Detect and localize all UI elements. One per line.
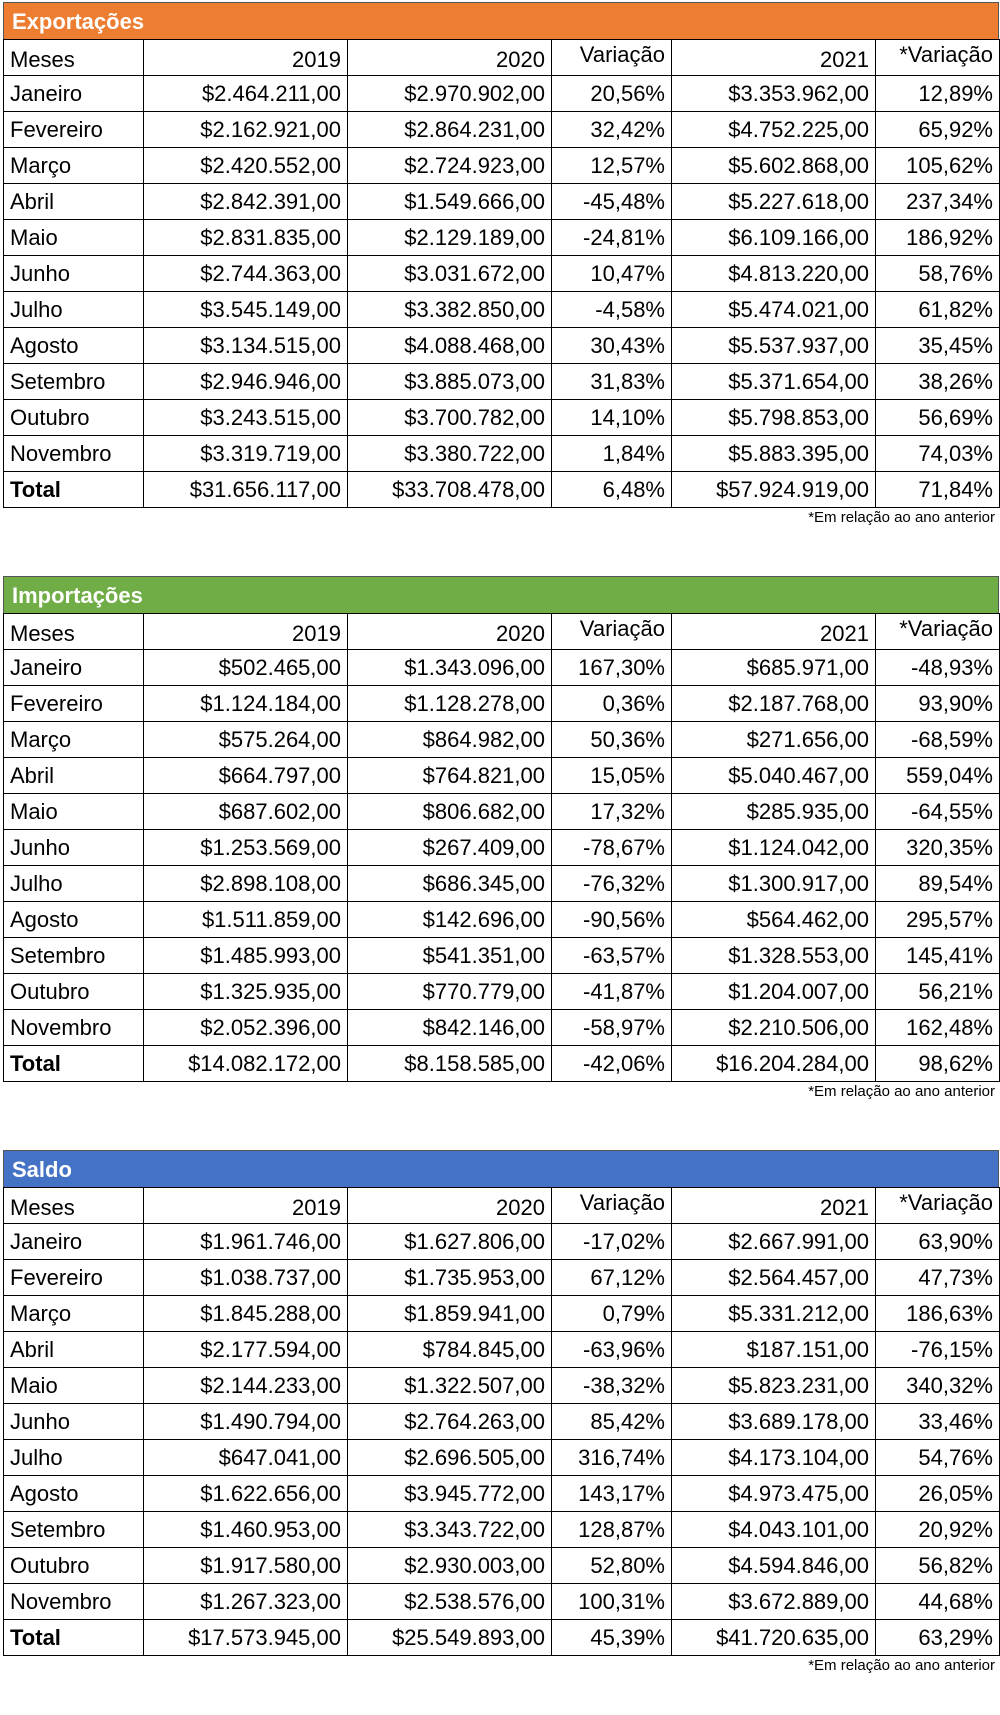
value-cell: 33,46%	[876, 1404, 1000, 1440]
value-cell: $1.627.806,00	[348, 1224, 552, 1260]
value-cell: -38,32%	[552, 1368, 672, 1404]
value-cell: 45,39%	[552, 1620, 672, 1656]
column-header: Variação	[552, 40, 672, 76]
value-cell: $1.253.569,00	[144, 830, 348, 866]
value-cell: 74,03%	[876, 436, 1000, 472]
value-cell: -17,02%	[552, 1224, 672, 1260]
column-header: Variação	[552, 1188, 672, 1224]
value-cell: 56,21%	[876, 974, 1000, 1010]
value-cell: $2.744.363,00	[144, 256, 348, 292]
month-cell: Junho	[4, 830, 144, 866]
value-cell: $16.204.284,00	[672, 1046, 876, 1082]
month-cell: Abril	[4, 184, 144, 220]
value-cell: 30,43%	[552, 328, 672, 364]
value-cell: 31,83%	[552, 364, 672, 400]
value-cell: 316,74%	[552, 1440, 672, 1476]
value-cell: $4.173.104,00	[672, 1440, 876, 1476]
column-header: 2020	[348, 40, 552, 76]
value-cell: 47,73%	[876, 1260, 1000, 1296]
month-cell: Julho	[4, 866, 144, 902]
month-cell: Maio	[4, 794, 144, 830]
value-cell: $2.177.594,00	[144, 1332, 348, 1368]
value-cell: $5.474.021,00	[672, 292, 876, 328]
value-cell: $5.823.231,00	[672, 1368, 876, 1404]
column-header: Meses	[4, 1188, 144, 1224]
value-cell: -58,97%	[552, 1010, 672, 1046]
table-row	[4, 1404, 1000, 1440]
exportacoes-table	[3, 39, 1000, 508]
month-cell: Junho	[4, 256, 144, 292]
table-row	[4, 184, 1000, 220]
table-row	[4, 902, 1000, 938]
table-row	[4, 830, 1000, 866]
table-header-row	[4, 40, 1000, 76]
saldo-section	[3, 1150, 999, 1678]
value-cell: $1.124.042,00	[672, 830, 876, 866]
value-cell: $647.041,00	[144, 1440, 348, 1476]
column-header: *Variação	[876, 1188, 1000, 1224]
month-cell: Março	[4, 722, 144, 758]
value-cell: 0,36%	[552, 686, 672, 722]
value-cell: $3.545.149,00	[144, 292, 348, 328]
table-row	[4, 1332, 1000, 1368]
value-cell: 105,62%	[876, 148, 1000, 184]
value-cell: 10,47%	[552, 256, 672, 292]
table-row	[4, 1440, 1000, 1476]
value-cell: $1.343.096,00	[348, 650, 552, 686]
table-row	[4, 794, 1000, 830]
value-cell: $2.420.552,00	[144, 148, 348, 184]
value-cell: $1.038.737,00	[144, 1260, 348, 1296]
value-cell: 1,84%	[552, 436, 672, 472]
month-cell: Outubro	[4, 400, 144, 436]
value-cell: 67,12%	[552, 1260, 672, 1296]
value-cell: -24,81%	[552, 220, 672, 256]
value-cell: -48,93%	[876, 650, 1000, 686]
value-cell: 63,29%	[876, 1620, 1000, 1656]
month-cell: Agosto	[4, 1476, 144, 1512]
value-cell: $864.982,00	[348, 722, 552, 758]
footnote: *Em relação ao ano anterior	[808, 1657, 995, 1674]
value-cell: $3.672.889,00	[672, 1584, 876, 1620]
total-row	[4, 1620, 1000, 1656]
value-cell: $4.752.225,00	[672, 112, 876, 148]
value-cell: $564.462,00	[672, 902, 876, 938]
value-cell: 20,56%	[552, 76, 672, 112]
value-cell: 6,48%	[552, 472, 672, 508]
value-cell: 56,82%	[876, 1548, 1000, 1584]
value-cell: $806.682,00	[348, 794, 552, 830]
importacoes-title: Importações	[3, 576, 999, 613]
value-cell: $1.549.666,00	[348, 184, 552, 220]
value-cell: 12,57%	[552, 148, 672, 184]
value-cell: 52,80%	[552, 1548, 672, 1584]
value-cell: $4.973.475,00	[672, 1476, 876, 1512]
month-cell: Fevereiro	[4, 686, 144, 722]
value-cell: $3.319.719,00	[144, 436, 348, 472]
value-cell: $2.162.921,00	[144, 112, 348, 148]
month-cell: Fevereiro	[4, 1260, 144, 1296]
table-row	[4, 1010, 1000, 1046]
value-cell: $2.930.003,00	[348, 1548, 552, 1584]
value-cell: $1.124.184,00	[144, 686, 348, 722]
value-cell: $31.656.117,00	[144, 472, 348, 508]
value-cell: $33.708.478,00	[348, 472, 552, 508]
value-cell: $142.696,00	[348, 902, 552, 938]
table-row	[4, 328, 1000, 364]
value-cell: $3.382.850,00	[348, 292, 552, 328]
value-cell: $25.549.893,00	[348, 1620, 552, 1656]
saldo-table	[3, 1187, 1000, 1656]
value-cell: $3.343.722,00	[348, 1512, 552, 1548]
table-row	[4, 292, 1000, 328]
value-cell: $8.158.585,00	[348, 1046, 552, 1082]
value-cell: 26,05%	[876, 1476, 1000, 1512]
value-cell: $41.720.635,00	[672, 1620, 876, 1656]
total-row	[4, 472, 1000, 508]
value-cell: -41,87%	[552, 974, 672, 1010]
table-row	[4, 400, 1000, 436]
value-cell: $5.537.937,00	[672, 328, 876, 364]
column-header: 2021	[672, 40, 876, 76]
table-row	[4, 1296, 1000, 1332]
table-row	[4, 256, 1000, 292]
table-row	[4, 686, 1000, 722]
table-row	[4, 866, 1000, 902]
table-row	[4, 364, 1000, 400]
table-header-row	[4, 1188, 1000, 1224]
value-cell: $3.885.073,00	[348, 364, 552, 400]
value-cell: $770.779,00	[348, 974, 552, 1010]
table-row	[4, 1512, 1000, 1548]
value-cell: $5.331.212,00	[672, 1296, 876, 1332]
value-cell: $502.465,00	[144, 650, 348, 686]
value-cell: $686.345,00	[348, 866, 552, 902]
value-cell: 32,42%	[552, 112, 672, 148]
value-cell: 17,32%	[552, 794, 672, 830]
value-cell: $4.088.468,00	[348, 328, 552, 364]
column-header: Meses	[4, 40, 144, 76]
value-cell: $3.689.178,00	[672, 1404, 876, 1440]
value-cell: 186,63%	[876, 1296, 1000, 1332]
column-header: Variação	[552, 614, 672, 650]
value-cell: $1.325.935,00	[144, 974, 348, 1010]
column-header: Meses	[4, 614, 144, 650]
value-cell: 20,92%	[876, 1512, 1000, 1548]
month-cell: Setembro	[4, 1512, 144, 1548]
month-cell: Setembro	[4, 364, 144, 400]
value-cell: $1.511.859,00	[144, 902, 348, 938]
table-row	[4, 1224, 1000, 1260]
value-cell: $4.813.220,00	[672, 256, 876, 292]
month-cell: Janeiro	[4, 76, 144, 112]
value-cell: $1.490.794,00	[144, 1404, 348, 1440]
table-header-row	[4, 614, 1000, 650]
value-cell: $2.464.211,00	[144, 76, 348, 112]
month-cell: Outubro	[4, 1548, 144, 1584]
value-cell: -42,06%	[552, 1046, 672, 1082]
value-cell: $5.371.654,00	[672, 364, 876, 400]
value-cell: $3.243.515,00	[144, 400, 348, 436]
value-cell: $1.859.941,00	[348, 1296, 552, 1332]
value-cell: $6.109.166,00	[672, 220, 876, 256]
value-cell: $1.735.953,00	[348, 1260, 552, 1296]
value-cell: $17.573.945,00	[144, 1620, 348, 1656]
table-row	[4, 974, 1000, 1010]
value-cell: 14,10%	[552, 400, 672, 436]
value-cell: $1.917.580,00	[144, 1548, 348, 1584]
table-row	[4, 1368, 1000, 1404]
value-cell: $541.351,00	[348, 938, 552, 974]
value-cell: 63,90%	[876, 1224, 1000, 1260]
value-cell: $1.961.746,00	[144, 1224, 348, 1260]
table-row	[4, 1548, 1000, 1584]
importacoes-section	[3, 576, 999, 1104]
footnote: *Em relação ao ano anterior	[808, 509, 995, 526]
value-cell: $2.667.991,00	[672, 1224, 876, 1260]
value-cell: $2.696.505,00	[348, 1440, 552, 1476]
value-cell: -76,15%	[876, 1332, 1000, 1368]
value-cell: $3.353.962,00	[672, 76, 876, 112]
value-cell: 143,17%	[552, 1476, 672, 1512]
value-cell: $2.724.923,00	[348, 148, 552, 184]
value-cell: $2.864.231,00	[348, 112, 552, 148]
column-header: 2020	[348, 1188, 552, 1224]
month-cell: Fevereiro	[4, 112, 144, 148]
month-cell: Novembro	[4, 436, 144, 472]
month-cell: Junho	[4, 1404, 144, 1440]
saldo-title: Saldo	[3, 1150, 999, 1187]
value-cell: $2.764.263,00	[348, 1404, 552, 1440]
value-cell: 71,84%	[876, 472, 1000, 508]
exportacoes-section	[3, 2, 999, 530]
table-row	[4, 1584, 1000, 1620]
value-cell: 98,62%	[876, 1046, 1000, 1082]
value-cell: $2.129.189,00	[348, 220, 552, 256]
value-cell: 58,76%	[876, 256, 1000, 292]
column-header: 2019	[144, 1188, 348, 1224]
value-cell: 93,90%	[876, 686, 1000, 722]
column-header: 2021	[672, 1188, 876, 1224]
value-cell: $2.842.391,00	[144, 184, 348, 220]
month-cell: Total	[4, 1620, 144, 1656]
value-cell: 162,48%	[876, 1010, 1000, 1046]
exportacoes-title: Exportações	[3, 2, 999, 39]
value-cell: $1.622.656,00	[144, 1476, 348, 1512]
value-cell: $2.831.835,00	[144, 220, 348, 256]
column-header: 2021	[672, 614, 876, 650]
value-cell: -4,58%	[552, 292, 672, 328]
value-cell: 85,42%	[552, 1404, 672, 1440]
value-cell: $5.883.395,00	[672, 436, 876, 472]
value-cell: $784.845,00	[348, 1332, 552, 1368]
month-cell: Total	[4, 1046, 144, 1082]
value-cell: $2.564.457,00	[672, 1260, 876, 1296]
table-row	[4, 1260, 1000, 1296]
value-cell: 167,30%	[552, 650, 672, 686]
value-cell: $1.328.553,00	[672, 938, 876, 974]
column-header: *Variação	[876, 614, 1000, 650]
value-cell: -64,55%	[876, 794, 1000, 830]
importacoes-table	[3, 613, 1000, 1082]
table-row	[4, 436, 1000, 472]
table-row	[4, 1476, 1000, 1512]
value-cell: 12,89%	[876, 76, 1000, 112]
value-cell: 145,41%	[876, 938, 1000, 974]
value-cell: $2.538.576,00	[348, 1584, 552, 1620]
value-cell: -45,48%	[552, 184, 672, 220]
month-cell: Julho	[4, 1440, 144, 1476]
month-cell: Março	[4, 1296, 144, 1332]
value-cell: $2.052.396,00	[144, 1010, 348, 1046]
value-cell: 61,82%	[876, 292, 1000, 328]
value-cell: $2.144.233,00	[144, 1368, 348, 1404]
value-cell: $1.322.507,00	[348, 1368, 552, 1404]
value-cell: 15,05%	[552, 758, 672, 794]
table-row	[4, 722, 1000, 758]
value-cell: $187.151,00	[672, 1332, 876, 1368]
value-cell: 186,92%	[876, 220, 1000, 256]
month-cell: Novembro	[4, 1584, 144, 1620]
value-cell: $267.409,00	[348, 830, 552, 866]
value-cell: 44,68%	[876, 1584, 1000, 1620]
value-cell: $3.031.672,00	[348, 256, 552, 292]
month-cell: Setembro	[4, 938, 144, 974]
value-cell: -90,56%	[552, 902, 672, 938]
table-row	[4, 148, 1000, 184]
value-cell: $1.845.288,00	[144, 1296, 348, 1332]
month-cell: Maio	[4, 220, 144, 256]
value-cell: 65,92%	[876, 112, 1000, 148]
table-row	[4, 758, 1000, 794]
value-cell: 237,34%	[876, 184, 1000, 220]
value-cell: 320,35%	[876, 830, 1000, 866]
value-cell: 38,26%	[876, 364, 1000, 400]
month-cell: Novembro	[4, 1010, 144, 1046]
value-cell: $2.187.768,00	[672, 686, 876, 722]
value-cell: 50,36%	[552, 722, 672, 758]
value-cell: 128,87%	[552, 1512, 672, 1548]
month-cell: Abril	[4, 758, 144, 794]
value-cell: 100,31%	[552, 1584, 672, 1620]
value-cell: $271.656,00	[672, 722, 876, 758]
value-cell: $5.602.868,00	[672, 148, 876, 184]
value-cell: $2.970.902,00	[348, 76, 552, 112]
value-cell: $764.821,00	[348, 758, 552, 794]
value-cell: 56,69%	[876, 400, 1000, 436]
value-cell: $4.043.101,00	[672, 1512, 876, 1548]
value-cell: -76,32%	[552, 866, 672, 902]
value-cell: -68,59%	[876, 722, 1000, 758]
column-header: 2019	[144, 40, 348, 76]
value-cell: $285.935,00	[672, 794, 876, 830]
table-row	[4, 938, 1000, 974]
table-row	[4, 112, 1000, 148]
value-cell: $1.300.917,00	[672, 866, 876, 902]
value-cell: $5.798.853,00	[672, 400, 876, 436]
month-cell: Março	[4, 148, 144, 184]
month-cell: Julho	[4, 292, 144, 328]
month-cell: Total	[4, 472, 144, 508]
value-cell: 559,04%	[876, 758, 1000, 794]
column-header: *Variação	[876, 40, 1000, 76]
value-cell: 0,79%	[552, 1296, 672, 1332]
value-cell: $4.594.846,00	[672, 1548, 876, 1584]
value-cell: $1.460.953,00	[144, 1512, 348, 1548]
month-cell: Agosto	[4, 902, 144, 938]
value-cell: $2.946.946,00	[144, 364, 348, 400]
column-header: 2020	[348, 614, 552, 650]
table-row	[4, 650, 1000, 686]
value-cell: 295,57%	[876, 902, 1000, 938]
value-cell: $685.971,00	[672, 650, 876, 686]
value-cell: 89,54%	[876, 866, 1000, 902]
value-cell: $57.924.919,00	[672, 472, 876, 508]
value-cell: $2.210.506,00	[672, 1010, 876, 1046]
footnote: *Em relação ao ano anterior	[808, 1083, 995, 1100]
month-cell: Janeiro	[4, 650, 144, 686]
value-cell: $2.898.108,00	[144, 866, 348, 902]
value-cell: -78,67%	[552, 830, 672, 866]
value-cell: $1.128.278,00	[348, 686, 552, 722]
value-cell: $5.227.618,00	[672, 184, 876, 220]
value-cell: $842.146,00	[348, 1010, 552, 1046]
value-cell: $1.267.323,00	[144, 1584, 348, 1620]
month-cell: Janeiro	[4, 1224, 144, 1260]
value-cell: $3.134.515,00	[144, 328, 348, 364]
value-cell: $3.700.782,00	[348, 400, 552, 436]
month-cell: Abril	[4, 1332, 144, 1368]
value-cell: $3.380.722,00	[348, 436, 552, 472]
value-cell: 35,45%	[876, 328, 1000, 364]
value-cell: $3.945.772,00	[348, 1476, 552, 1512]
month-cell: Maio	[4, 1368, 144, 1404]
table-row	[4, 220, 1000, 256]
value-cell: 340,32%	[876, 1368, 1000, 1404]
total-row	[4, 1046, 1000, 1082]
value-cell: $575.264,00	[144, 722, 348, 758]
value-cell: 54,76%	[876, 1440, 1000, 1476]
column-header: 2019	[144, 614, 348, 650]
value-cell: $687.602,00	[144, 794, 348, 830]
value-cell: $5.040.467,00	[672, 758, 876, 794]
value-cell: -63,96%	[552, 1332, 672, 1368]
table-row	[4, 76, 1000, 112]
value-cell: $1.485.993,00	[144, 938, 348, 974]
value-cell: $664.797,00	[144, 758, 348, 794]
value-cell: $1.204.007,00	[672, 974, 876, 1010]
value-cell: -63,57%	[552, 938, 672, 974]
month-cell: Agosto	[4, 328, 144, 364]
month-cell: Outubro	[4, 974, 144, 1010]
value-cell: $14.082.172,00	[144, 1046, 348, 1082]
